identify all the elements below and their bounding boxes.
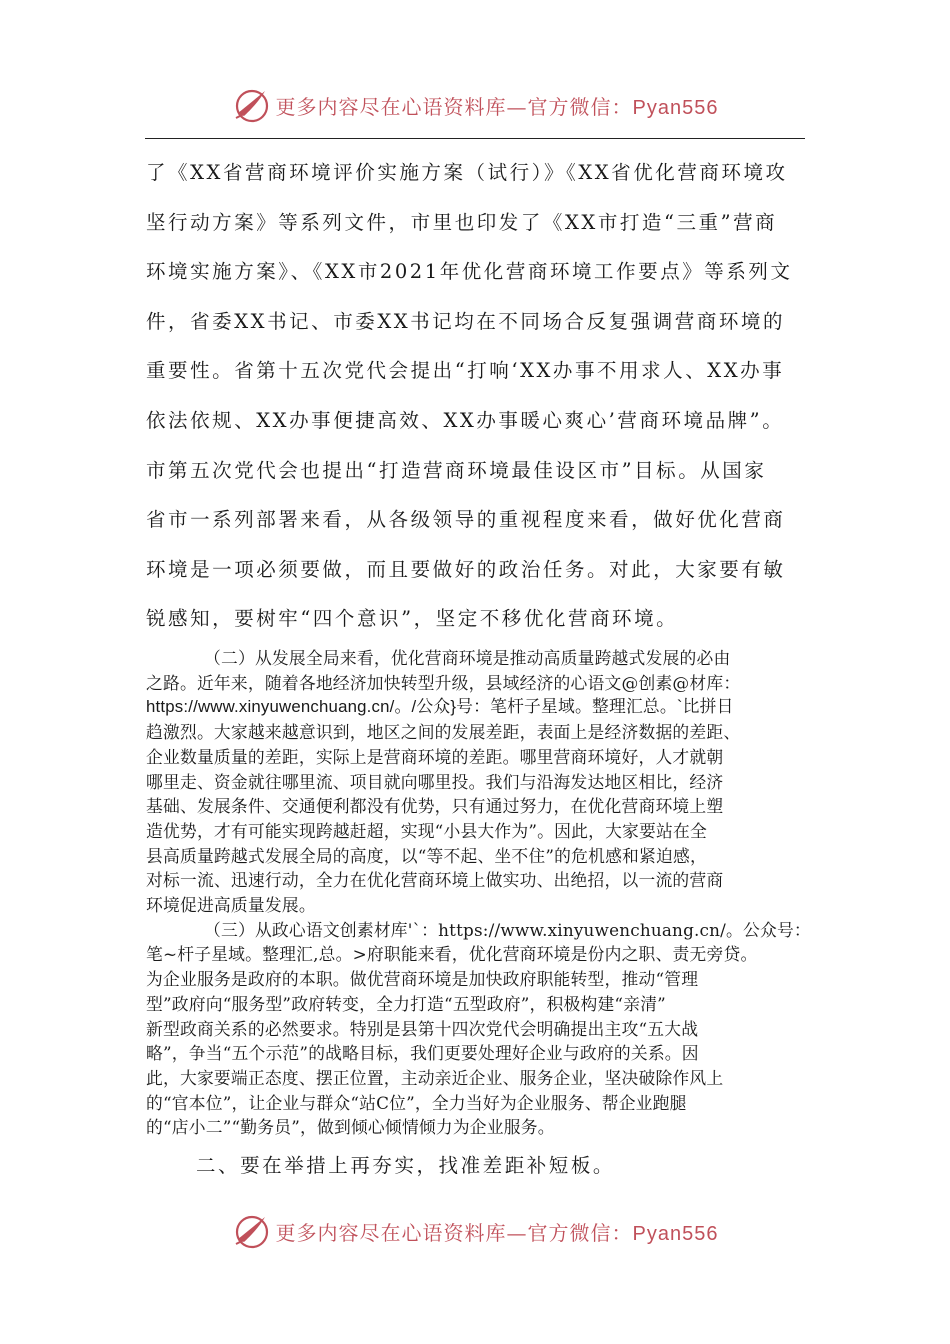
paragraph-3-line: 为企业服务是政府的本职。做优营商环境是加快政府职能转型，推动“管理 xyxy=(146,969,699,990)
watermark-label: 更多内容尽在心语资料库—官方微信： xyxy=(275,94,633,119)
paragraph-2-line: 之路。近年来，随着各地经济加快转型升级，县域经济的心语文@创素@材库： xyxy=(146,672,741,693)
header-divider xyxy=(145,138,805,139)
quill-logo-icon xyxy=(232,85,272,125)
paragraph-3-line: 型”政府向“服务型”政府转变，全力打造“五型政府”，积极构建“亲清” xyxy=(146,993,666,1014)
paragraph-2-line: 造优势，才有可能实现跨越赶超，实现“小县大作为”。因此，大家要站在全 xyxy=(146,820,707,841)
paragraph-1 xyxy=(146,148,806,644)
quill-logo-icon xyxy=(232,1211,272,1251)
paragraph-1-line: 件，省委XX书记、市委XX书记均在不同场合反复强调营商环境的 xyxy=(146,309,786,333)
footer-watermark-banner xyxy=(0,1208,950,1254)
paragraph-3-line: 笔~杆子星域。整理汇,总。>府职能来看，优化营商环境是份内之职、责无旁贷。 xyxy=(146,944,758,965)
paragraph-2-line: 企业数量质量的差距，实际上是营商环境的差距。哪里营商环境好，人才就朝 xyxy=(146,746,724,767)
paragraph-2-line: 县高质量跨越式发展全局的高度，以“等不起、坐不住”的危机感和紧迫感， xyxy=(146,845,707,866)
watermark-account: Pyan556 xyxy=(632,96,719,119)
paragraph-1-line: 了《XX省营商环境评价实施方案（试行）》《XX省优化营商环境攻 xyxy=(146,161,788,184)
header-watermark-banner xyxy=(0,82,950,128)
paragraph-1-line: 重要性。省第十五次党代会提出“打响‘XX办事不用求人、XX办事 xyxy=(146,359,785,383)
paragraph-2-line: 环境促进高质量发展。 xyxy=(146,895,316,916)
paragraph-2-line: 对标一流、迅速行动，全力在优化营商环境上做实功、出绝招，以一流的营商 xyxy=(146,870,724,891)
section-heading: 二、要在举措上再夯实，找准差距补短板。 xyxy=(196,1154,615,1177)
watermark-label: 更多内容尽在心语资料库—官方微信： xyxy=(275,1220,633,1245)
paragraph-2-line: 趋激烈。大家越来越意识到，地区之间的发展差距，表面上是经济数据的差距、 xyxy=(146,722,741,743)
paragraph-1-line: 依法依规、XX办事便捷高效、XX办事暖心爽心’营商环境品牌”。 xyxy=(146,408,785,432)
paragraph-2-line: （二）从发展全局来看，优化营商环境是推动高质量跨越式发展的必由 xyxy=(204,648,731,668)
watermark-account: Pyan556 xyxy=(632,1222,719,1245)
paragraph-1-line: 市第五次党代会也提出“打造营商环境最佳设区市”目标。从国家 xyxy=(146,458,767,482)
paragraph-2-line: 基础、发展条件、交通便利都没有优势，只有通过努力，在优化营商环境上塑 xyxy=(146,796,724,817)
paragraph-1-line: 省市一系列部署来看，从各级领导的重视程度来看，做好优化营商 xyxy=(146,508,786,532)
paragraph-1-line: 坚行动方案》等系列文件，市里也印发了《XX市打造“三重”营商 xyxy=(146,210,778,234)
paragraph-2-line: 哪里走、资金就往哪里流、项目就向哪里投。我们与沿海发达地区相比，经济 xyxy=(146,771,724,792)
paragraph-1-line: 环境实施方案》、《XX市2021年优化营商环境工作要点》等系列文 xyxy=(146,260,793,284)
paragraph-3-line: 此，大家要端正态度、摆正位置，主动亲近企业、服务企业，坚决破除作风上 xyxy=(146,1067,724,1088)
paragraph-2-3-block xyxy=(146,646,814,1140)
paragraph-1-line: 环境是一项必须要做，而且要做好的政治任务。对此，大家要有敏 xyxy=(146,557,786,581)
paragraph-3-line: 新型政商关系的必然要求。特别是县第十四次党代会明确提出主攻“五大战 xyxy=(146,1018,699,1039)
watermark-text xyxy=(276,1217,719,1246)
paragraph-1-line: 锐感知，要树牢“四个意识”，坚定不移优化营商环境。 xyxy=(146,607,679,631)
paragraph-3-line: 的“店小二”“勤务员”，做到倾心倾情倾力为企业服务。 xyxy=(146,1117,555,1138)
paragraph-3-line: （三）从政心语文创素材库'`：https://www.xinyuwenchuang.cn/。公众号： xyxy=(204,919,811,940)
paragraph-3-line: 的“官本位”，让企业与群众“站C位”，全力当好为企业服务、帮企业跑腿 xyxy=(146,1092,687,1113)
paragraph-2-line: https://www.xinyuwenchuang.cn/。/公众}号：笔杆子星域。整理汇总。`比拼日 xyxy=(146,697,734,717)
watermark-text xyxy=(276,91,719,120)
paragraph-3-line: 略”，争当“五个示范”的战略目标，我们更要处理好企业与政府的关系。因 xyxy=(146,1043,699,1064)
